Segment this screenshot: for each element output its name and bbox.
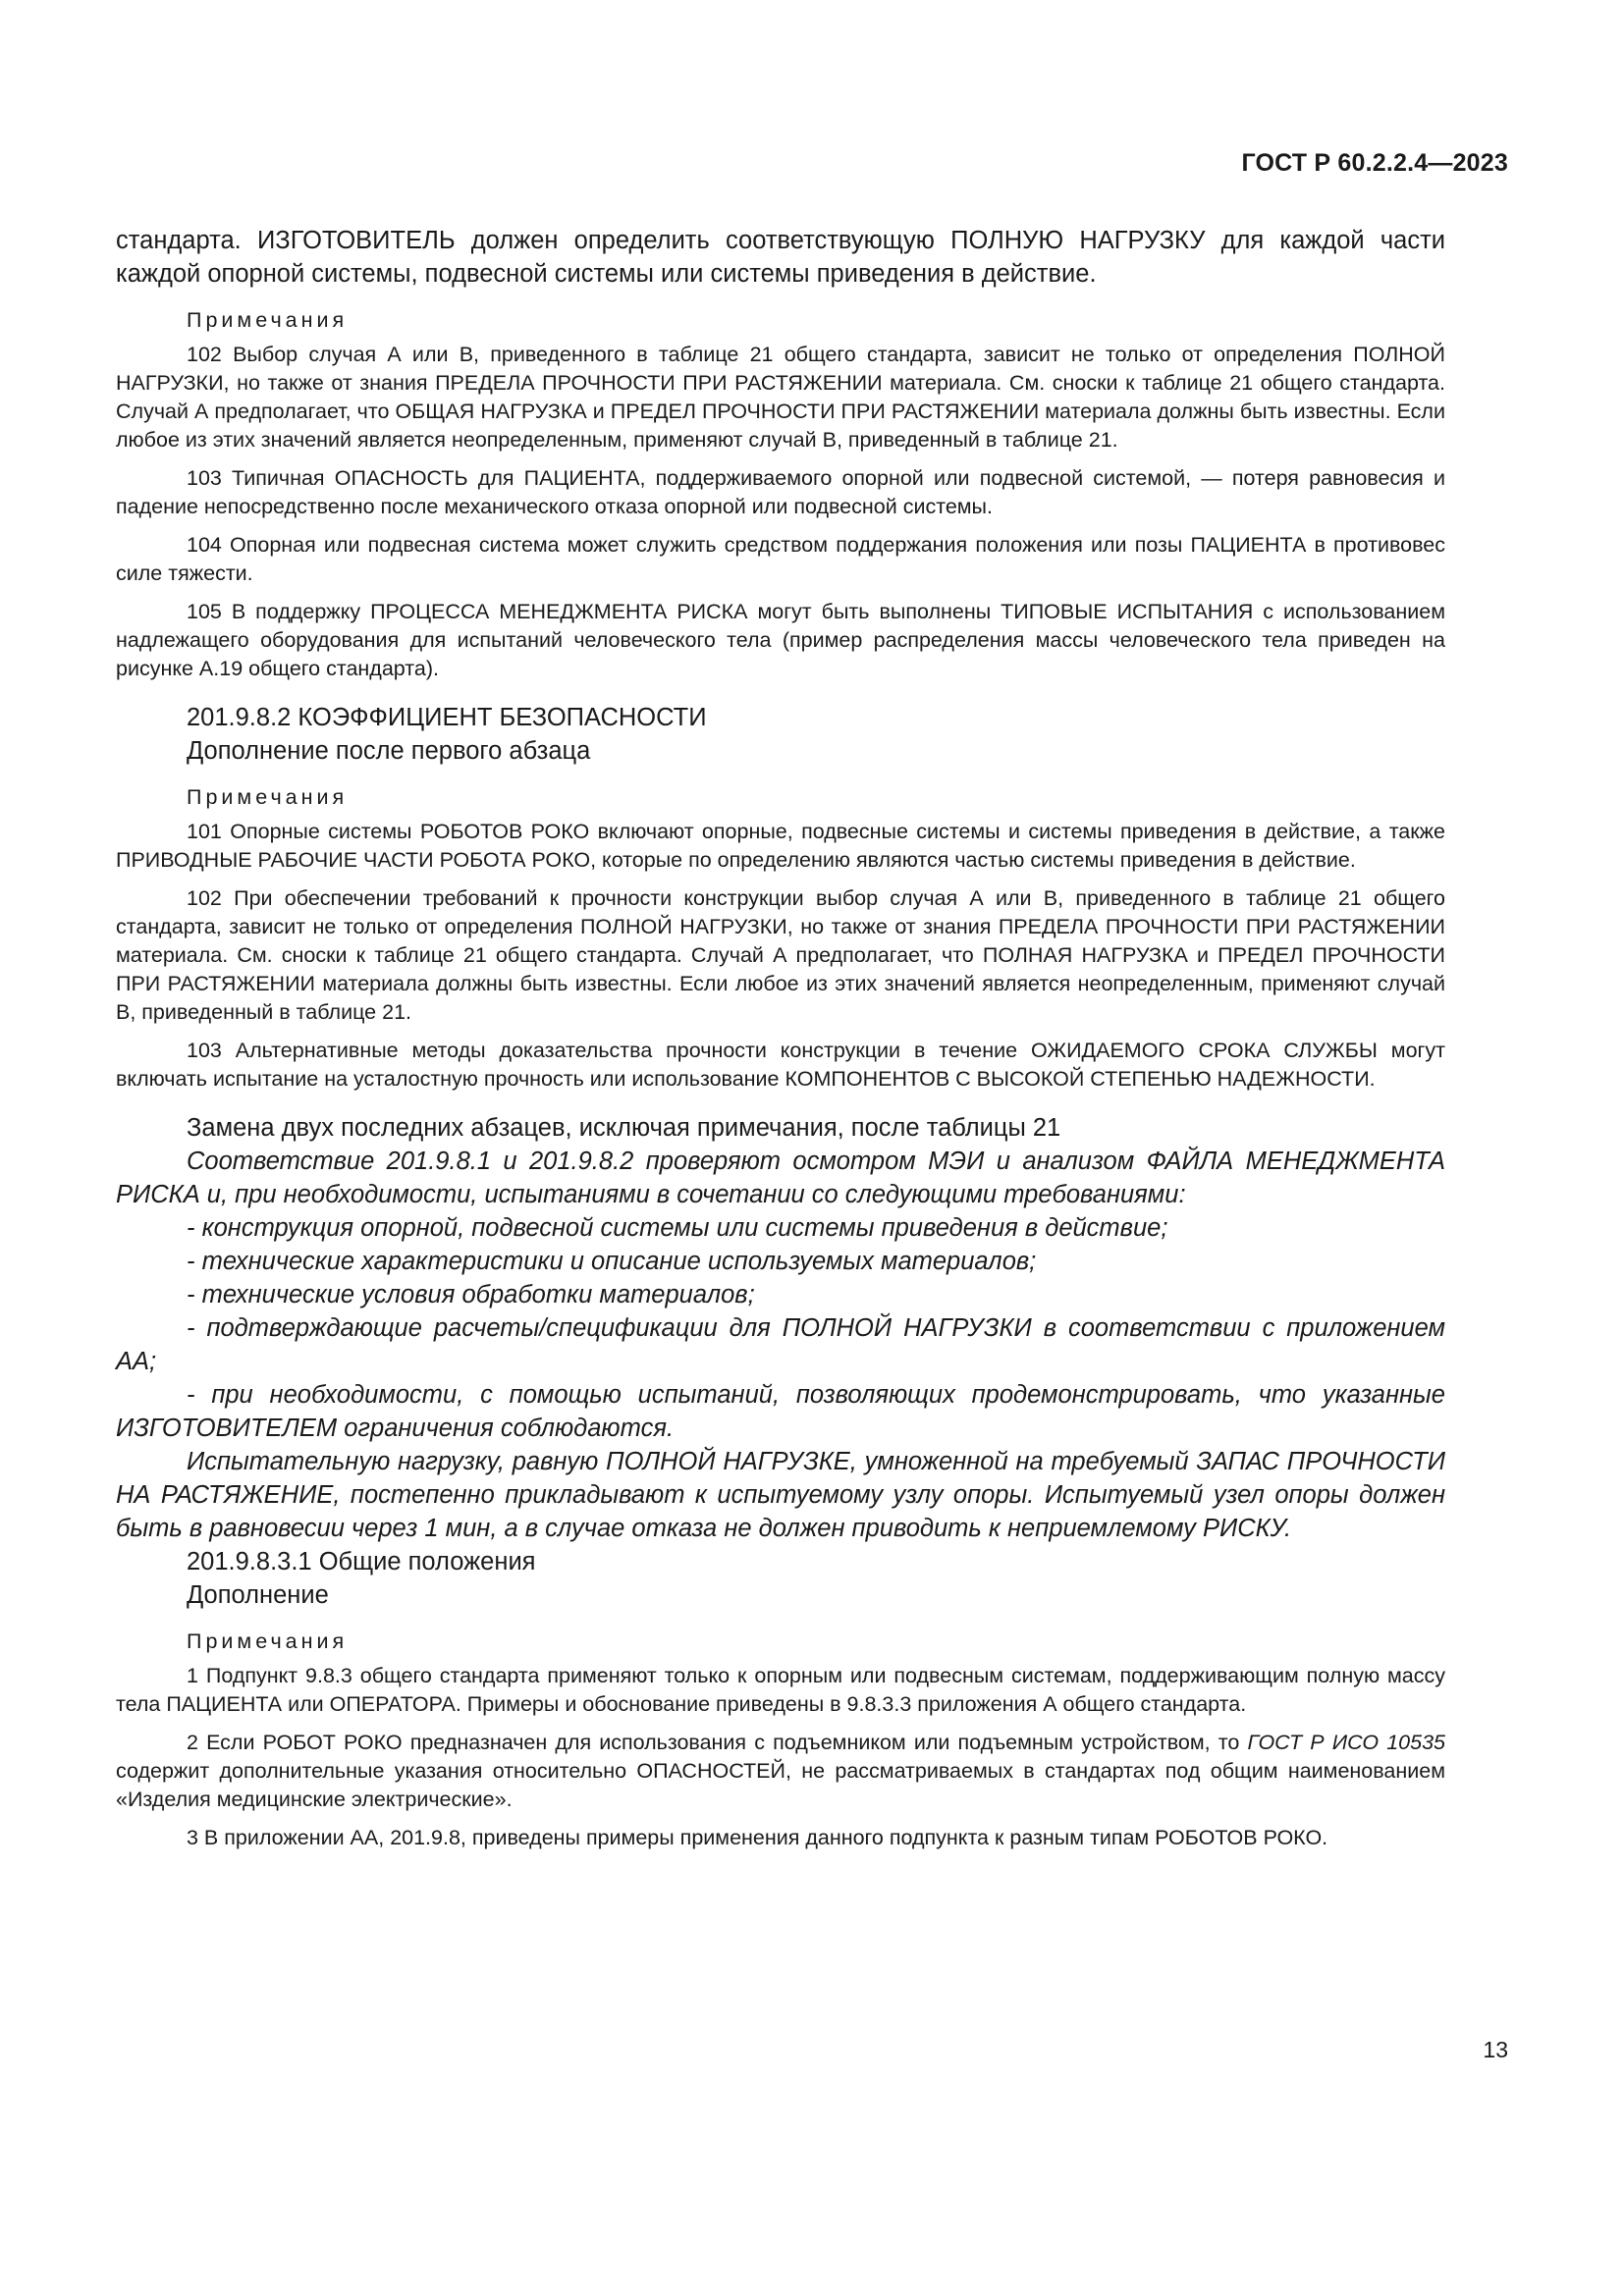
note-2: [116, 1729, 1445, 1814]
section-addition: Дополнение после первого абзаца: [187, 737, 591, 765]
standard-reference: ГОСТ Р ИСО 10535: [1247, 1731, 1445, 1754]
note-105: 105 В поддержку ПРОЦЕССА МЕНЕДЖМЕНТА РИСКА могут быть выполнены ТИПОВЫЕ ИСПЫТАНИЯ с использованием надлежащего оборудования для испытаний человеческого тела (пример распределения массы человеческого тела приведен на рисунке А.19 общего стандарта).: [116, 600, 1445, 680]
test-load-paragraph: Испытательную нагрузку, равную ПОЛНОЙ НАГРУЗКЕ, умноженной на требуемый ЗАПАС ПРОЧНОСТИ НА РАСТЯЖЕНИЕ, постепенно прикладывают к испытуемому узлу опоры. Испытуемый узел опоры должен быть в равновесии через 1 мин, а в случае отказа не должен приводить к неприемлемому РИСКУ.: [116, 1448, 1445, 1542]
section-addition: Дополнение: [187, 1581, 329, 1609]
list-item: - технические характеристики и описание используемых материалов;: [187, 1248, 1037, 1275]
section-heading-9-8-3-1: 201.9.8.3.1 Общие положения: [187, 1548, 536, 1575]
notes-heading: Примечания: [187, 785, 349, 809]
list-item: - технические условия обработки материалов;: [187, 1281, 755, 1308]
page-body: [116, 224, 1445, 1852]
list-item: - при необходимости, с помощью испытаний, позволяющих продемонстрировать, что указанные ИЗГОТОВИТЕЛЕМ ограничения соблюдаются.: [116, 1381, 1445, 1442]
section-heading-9-8-2: 201.9.8.2 КОЭФФИЦИЕНТ БЕЗОПАСНОСТИ: [187, 704, 707, 731]
intro-paragraph: стандарта. ИЗГОТОВИТЕЛЬ должен определить соответствующую ПОЛНУЮ НАГРУЗКУ для каждой части каждой опорной системы, подвесной системы или системы приведения в действие.: [116, 227, 1445, 288]
list-item: - подтверждающие расчеты/спецификации для ПОЛНОЙ НАГРУЗКИ в соответствии с приложением АА;: [116, 1314, 1445, 1375]
note-2-text-b: содержит дополнительные указания относительно ОПАСНОСТЕЙ, не рассматриваемых в стандартах под общим наименованием «Изделия медицинские электрические».: [116, 1759, 1445, 1811]
note-102: 102 Выбор случая А или В, приведенного в таблице 21 общего стандарта, зависит не только от определения ПОЛНОЙ НАГРУЗКИ, но также от знания ПРЕДЕЛА ПРОЧНОСТИ ПРИ РАСТЯЖЕНИИ материала. См. сноски к таблице 21 общего стандарта. Случай А предполагает, что ОБЩАЯ НАГРУЗКА и ПРЕДЕЛ ПРОЧНОСТИ ПРИ РАСТЯЖЕНИИ материала должны быть известны. Если любое из этих значений является неопределенным, применяют случай В, приведенный в таблице 21.: [116, 343, 1445, 452]
compliance-paragraph: Соответствие 201.9.8.1 и 201.9.8.2 проверяют осмотром МЭИ и анализом ФАЙЛА МЕНЕДЖМЕНТА РИСКА и, при необходимости, испытаниями в сочетании со следующими требованиями:: [116, 1148, 1445, 1208]
note-2-text-a: 2 Если РОБОТ РОКО предназначен для использования с подъемником или подъемным устройством, то: [187, 1731, 1248, 1754]
note-103: 103 Типичная ОПАСНОСТЬ для ПАЦИЕНТА, поддерживаемого опорной или подвесной системой, — потеря равновесия и падение непосредственно после механического отказа опорной или подвесной системы.: [116, 466, 1445, 518]
list-item: - конструкция опорной, подвесной системы или системы приведения в действие;: [187, 1214, 1168, 1242]
note-1: 1 Подпункт 9.8.3 общего стандарта применяют только к опорным или подвесным системам, поддерживающим полную массу тела ПАЦИЕНТА или ОПЕРАТОРА. Примеры и обоснование приведены в 9.8.3.3 приложения А общего стандарта.: [116, 1664, 1445, 1716]
replacement-paragraph: Замена двух последних абзацев, исключая примечания, после таблицы 21: [187, 1114, 1061, 1142]
document-code: ГОСТ Р 60.2.2.4—2023: [1241, 149, 1508, 177]
note-103: 103 Альтернативные методы доказательства прочности конструкции в течение ОЖИДАЕМОГО СРОКА СЛУЖБЫ могут включать испытание на усталостную прочность или использование КОМПОНЕНТОВ С ВЫСОКОЙ СТЕПЕНЬЮ НАДЕЖНОСТИ.: [116, 1039, 1445, 1091]
note-3: 3 В приложении АА, 201.9.8, приведены примеры применения данного подпункта к разным типам РОБОТОВ РОКО.: [187, 1826, 1328, 1849]
notes-heading: Примечания: [187, 1629, 349, 1653]
note-104: 104 Опорная или подвесная система может служить средством поддержания положения или позы ПАЦИЕНТА в противовес силе тяжести.: [116, 533, 1445, 585]
page-number: 13: [1483, 2037, 1508, 2062]
note-102: 102 При обеспечении требований к прочности конструкции выбор случая А или В, приведенного в таблице 21 общего стандарта, зависит не только от определения ПОЛНОЙ НАГРУЗКИ, но также от знания ПРЕДЕЛА ПРОЧНОСТИ ПРИ РАСТЯЖЕНИИ материала. См. сноски к таблице 21 общего стандарта. Случай А предполагает, что ПОЛНАЯ НАГРУЗКА и ПРЕДЕЛ ПРОЧНОСТИ ПРИ РАСТЯЖЕНИИ материала должны быть известны. Если любое из этих значений является неопределенным, применяют случай В, приведенный в таблице 21.: [116, 886, 1445, 1024]
note-101: 101 Опорные системы РОБОТОВ РОКО включают опорные, подвесные системы и системы приведения в действие, а также ПРИВОДНЫЕ РАБОЧИЕ ЧАСТИ РОБОТА РОКО, которые по определению являются частью системы приведения в действие.: [116, 820, 1445, 872]
notes-heading: Примечания: [187, 308, 349, 332]
